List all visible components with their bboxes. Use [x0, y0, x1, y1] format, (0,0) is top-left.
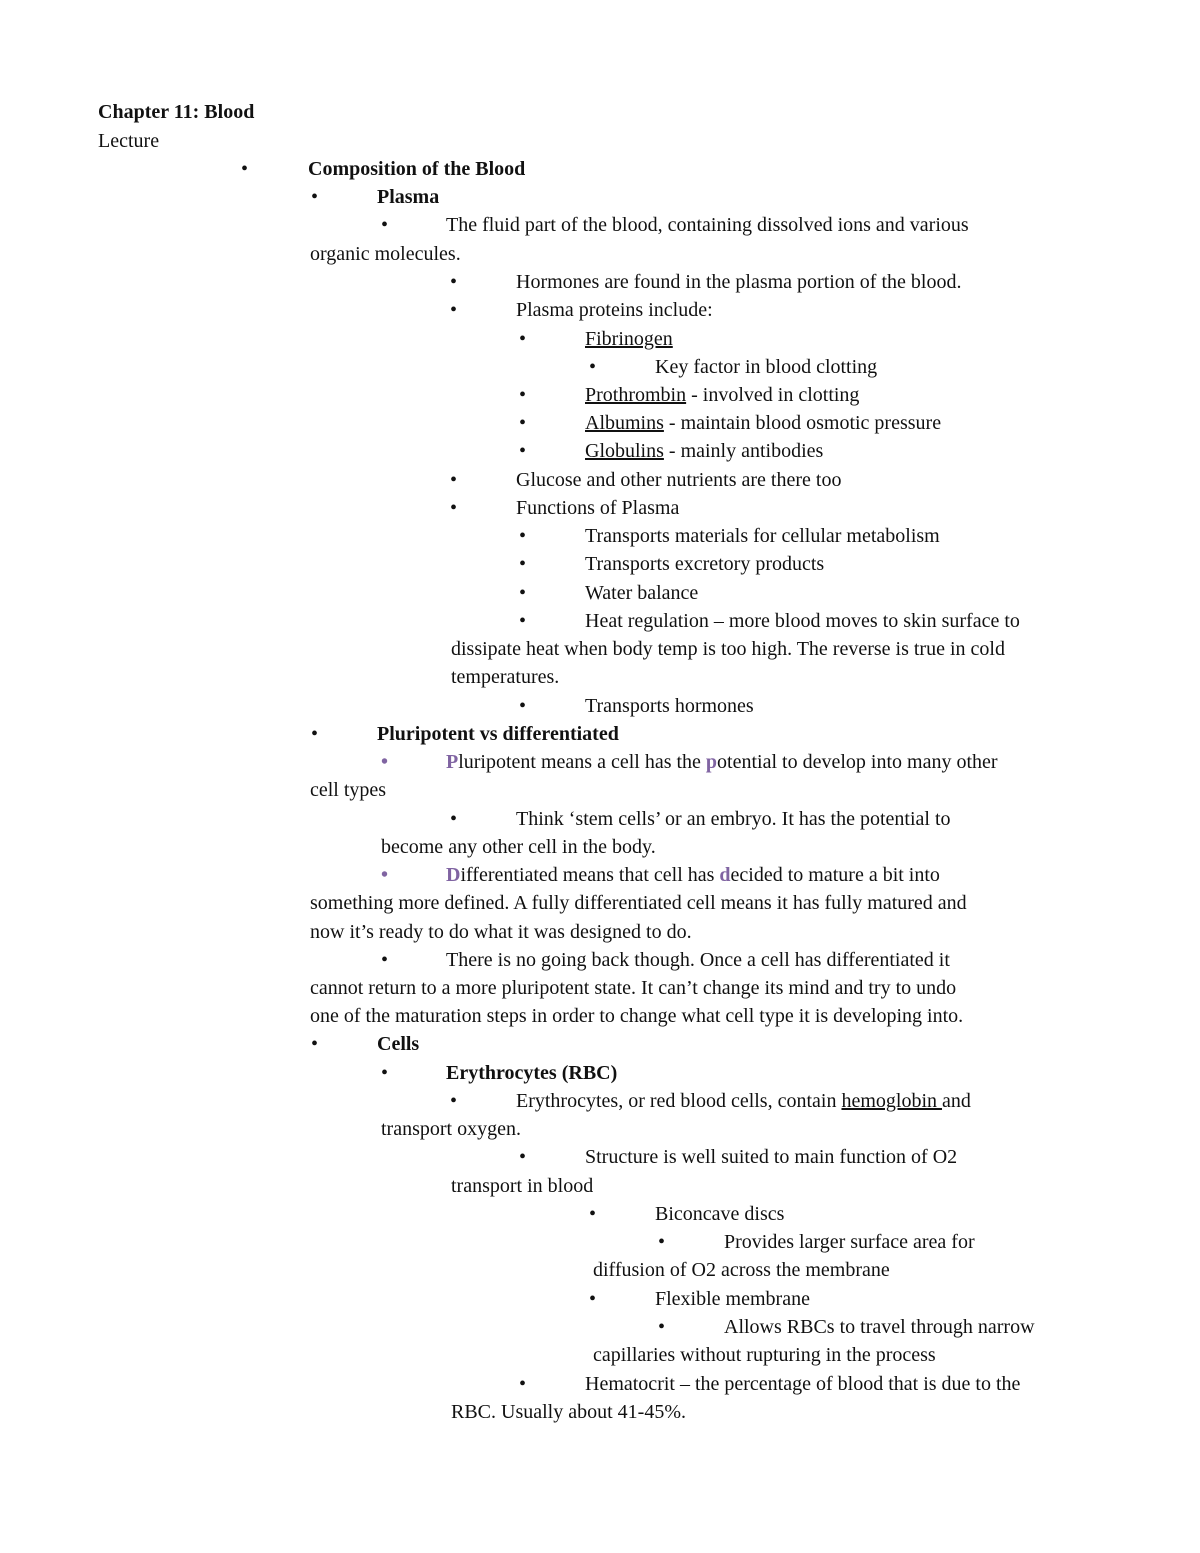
- bullet: •: [381, 949, 389, 971]
- function-item: Transports materials for cellular metabolism: [585, 525, 940, 547]
- function-item: Transports excretory products: [585, 553, 825, 575]
- biconcave-note: Provides larger surface area for: [724, 1231, 975, 1253]
- pluripotent-definition: Pluripotent means a cell has the potential to develop into many other: [446, 751, 998, 773]
- no-going-back-note-cont: one of the maturation steps in order to change what cell type it is developing into.: [310, 1005, 964, 1027]
- stem-cells-note-cont: become any other cell in the body.: [381, 836, 656, 858]
- function-item: Transports hormones: [585, 695, 754, 717]
- term-globulins: Globulins: [585, 440, 664, 462]
- bullet: •: [381, 1062, 389, 1084]
- bullet: •: [519, 1146, 527, 1168]
- albumins-line: [585, 409, 941, 437]
- flexible-note: Allows RBCs to travel through narrow: [724, 1316, 1035, 1338]
- bullet: •: [589, 1203, 597, 1225]
- plasma-definition-cont: organic molecules.: [310, 243, 461, 265]
- accent-letter: D: [446, 864, 461, 886]
- hematocrit-note: Hematocrit – the percentage of blood that is due to the: [585, 1373, 1021, 1395]
- functions-heading: Functions of Plasma: [516, 497, 680, 519]
- subheading-potency: Pluripotent vs differentiated: [377, 723, 619, 745]
- rbc-flexible: Flexible membrane: [655, 1288, 810, 1310]
- bullet: •: [658, 1231, 666, 1253]
- bullet: •: [519, 412, 527, 434]
- bullet: •: [589, 1288, 597, 1310]
- bullet: •: [450, 299, 458, 321]
- prothrombin-line: [585, 381, 859, 409]
- accent-letter: P: [446, 751, 459, 773]
- function-item-cont: dissipate heat when body temp is too high. The reverse is true in cold: [451, 638, 1005, 660]
- accent-letter: d: [719, 864, 731, 886]
- term-hemoglobin: hemoglobin: [841, 1090, 943, 1112]
- bullet-accent: •: [381, 864, 389, 886]
- page-title: Chapter 11: Blood: [98, 101, 255, 123]
- no-going-back-note: There is no going back though. Once a cell has differentiated it: [446, 949, 950, 971]
- stem-cells-note: Think ‘stem cells’ or an embryo. It has the potential to: [516, 808, 951, 830]
- bullet: •: [519, 695, 527, 717]
- no-going-back-note-cont: cannot return to a more pluripotent state. It can’t change its mind and try to undo: [310, 977, 957, 999]
- bullet: •: [241, 158, 249, 180]
- bullet: •: [658, 1316, 666, 1338]
- rbc-structure: Structure is well suited to main function of O2: [585, 1146, 958, 1168]
- subheading-plasma: Plasma: [377, 186, 440, 208]
- bullet: •: [519, 328, 527, 350]
- plasma-definition: The fluid part of the blood, containing dissolved ions and various: [446, 214, 969, 236]
- term-fibrinogen: Fibrinogen: [585, 328, 673, 350]
- prothrombin-note: - involved in clotting: [691, 384, 860, 406]
- plasma-glucose: Glucose and other nutrients are there too: [516, 469, 842, 491]
- bullet: •: [381, 214, 389, 236]
- page-subtitle: Lecture: [98, 130, 160, 152]
- hematocrit-note-cont: RBC. Usually about 41-45%.: [451, 1401, 686, 1423]
- subheading-erythrocytes: Erythrocytes (RBC): [446, 1062, 618, 1084]
- rbc-structure-cont: transport in blood: [451, 1175, 594, 1197]
- bullet: •: [519, 384, 527, 406]
- bullet-accent: •: [381, 751, 389, 773]
- rbc-definition-cont: transport oxygen.: [381, 1118, 521, 1140]
- function-item-cont: temperatures.: [451, 666, 560, 688]
- flexible-note-cont: capillaries without rupturing in the process: [593, 1344, 936, 1366]
- bullet: •: [450, 808, 458, 830]
- term-prothrombin: Prothrombin: [585, 384, 687, 406]
- bullet: •: [519, 1373, 527, 1395]
- bullet: •: [519, 582, 527, 604]
- globulins-line: [585, 437, 823, 465]
- differentiated-definition-cont: now it’s ready to do what it was designed to do.: [310, 921, 692, 943]
- differentiated-definition: Differentiated means that cell has decided to mature a bit into: [446, 864, 940, 886]
- bullet: •: [450, 1090, 458, 1112]
- bullet: •: [311, 723, 319, 745]
- subheading-cells: Cells: [377, 1033, 420, 1055]
- bullet: •: [519, 525, 527, 547]
- biconcave-note-cont: diffusion of O2 across the membrane: [593, 1259, 890, 1281]
- rbc-biconcave: Biconcave discs: [655, 1203, 785, 1225]
- albumins-note: - maintain blood osmotic pressure: [668, 412, 942, 434]
- plasma-proteins-intro: Plasma proteins include:: [516, 299, 713, 321]
- bullet: •: [519, 610, 527, 632]
- bullet: •: [519, 440, 527, 462]
- bullet: •: [589, 356, 597, 378]
- bullet: •: [519, 553, 527, 575]
- term-albumins: Albumins: [585, 412, 664, 434]
- differentiated-definition-cont: something more defined. A fully differentiated cell means it has fully matured and: [310, 892, 967, 914]
- rbc-definition: Erythrocytes, or red blood cells, contain hemoglobin and: [516, 1090, 971, 1112]
- bullet: •: [311, 186, 319, 208]
- fibrinogen-note: Key factor in blood clotting: [655, 356, 878, 378]
- plasma-hormones: Hormones are found in the plasma portion of the blood.: [516, 271, 962, 293]
- globulins-note: - mainly antibodies: [668, 440, 824, 462]
- function-item: Water balance: [585, 582, 699, 604]
- bullet: •: [450, 271, 458, 293]
- bullet: •: [311, 1033, 319, 1055]
- function-item: Heat regulation – more blood moves to skin surface to: [585, 610, 1020, 632]
- pluripotent-definition-cont: cell types: [310, 779, 387, 801]
- bullet: •: [450, 497, 458, 519]
- section-heading-composition: Composition of the Blood: [308, 158, 526, 180]
- bullet: •: [450, 469, 458, 491]
- accent-letter: p: [705, 751, 718, 773]
